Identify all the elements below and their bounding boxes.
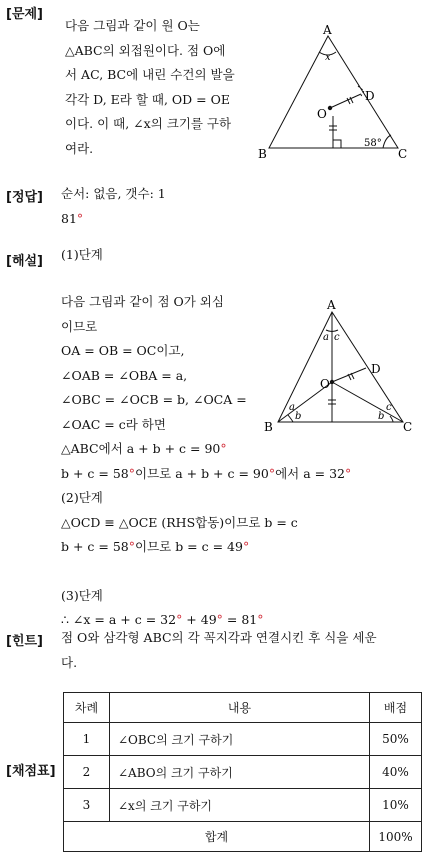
row-score: 40% [370, 756, 422, 789]
solution-line: ∴ ∠x = a + c = 32° + 49° = 81° [61, 612, 264, 627]
degree-symbol: ° [176, 612, 183, 627]
vertex-a-label: A [323, 23, 332, 37]
angle-58-label: 58° [364, 138, 382, 149]
problem-line: 여라. [65, 140, 94, 156]
angle-b-label-b: b [295, 411, 302, 422]
solution-line: OA = OB = OC이고, [61, 343, 185, 358]
total-label: 합계 [64, 822, 370, 852]
total-score: 100% [370, 822, 422, 852]
solution-line: 이므로 [61, 318, 98, 334]
row-content: ∠x의 크기 구하기 [110, 789, 370, 822]
vertex-a-label-2: A [327, 298, 336, 312]
row-number: 2 [64, 756, 110, 789]
total-row [64, 822, 422, 852]
table-row [64, 756, 422, 789]
point-d-label-2: D [371, 362, 381, 376]
row-score: 10% [370, 789, 422, 822]
column-header: 차례 [64, 693, 110, 723]
solution-line: (3)단계 [61, 587, 103, 603]
degree-symbol: ° [242, 539, 250, 554]
hint-header: [힌트] [6, 634, 43, 649]
hint-line-1: 점 O와 삼각형 ABC의 각 꼭지각과 연결시킨 후 식을 세운 [61, 630, 377, 645]
degree-symbol: ° [128, 539, 135, 554]
answer-text [61, 182, 166, 231]
solution-line: b + c = 58°이므로 b = c = 49° [61, 539, 250, 554]
solution-line: △ABC에서 a + b + c = 90° [61, 441, 227, 456]
angle-b-label-c: b [378, 411, 385, 422]
solution-line: (2)단계 [61, 490, 103, 505]
triangle-figure-1 [255, 22, 415, 162]
row-number: 3 [64, 789, 110, 822]
vertex-c-label: C [398, 147, 408, 161]
solution-line: ∠OBC = ∠OCB = b, ∠OCA = [61, 392, 247, 407]
table-row [64, 723, 422, 756]
degree-symbol: ° [216, 612, 223, 627]
point-d-label: D [365, 89, 375, 103]
angle-c-label: c [334, 332, 340, 343]
table-row [64, 789, 422, 822]
degree-symbol: ° [220, 441, 227, 456]
vertex-b-label: B [258, 147, 267, 161]
problem-header: [문제] [6, 7, 43, 22]
angle-x-label: x [325, 52, 331, 63]
triangle-figure-2 [262, 296, 422, 436]
rubric-header: [채점표] [6, 764, 56, 779]
degree-symbol: ° [344, 465, 352, 481]
problem-text [65, 14, 235, 161]
answer-line-1: 순서: 없음, 갯수: 1 [61, 186, 166, 201]
center-o-label-2: O [320, 377, 330, 391]
solution-line: 다음 그림과 같이 점 O가 외심 [61, 294, 224, 309]
hint-text [61, 626, 377, 675]
solution-step1: (1)단계 [61, 247, 103, 262]
rubric-table [63, 692, 422, 852]
degree-symbol: ° [268, 465, 276, 481]
answer-line-2: 81° [61, 210, 84, 226]
rubric-header-row [64, 693, 422, 723]
problem-line: 서 AC, BC에 내린 수건의 발을 [65, 67, 235, 82]
problem-line: △ABC의 외접원이다. 점 O에 [65, 42, 226, 58]
solution-line: △OCD ≡ △OCE (RHS합동)이므로 b = c [61, 514, 298, 530]
vertex-b-label-2: B [264, 420, 273, 434]
hint-line-2: 다. [61, 654, 78, 670]
row-score: 50% [370, 723, 422, 756]
angle-a-label-b: a [289, 402, 295, 413]
degree-symbol: ° [257, 612, 264, 627]
solution-line: ∠OAC = c라 하면 [61, 416, 166, 432]
column-header: 배점 [370, 693, 422, 723]
solution-header: [해설] [6, 254, 43, 269]
problem-line: 다음 그림과 같이 원 O는 [65, 18, 200, 33]
row-content: ∠OBC의 크기 구하기 [110, 723, 370, 756]
center-o-label: O [317, 107, 327, 121]
column-header: 내용 [110, 693, 370, 723]
answer-header: [정답] [6, 190, 43, 205]
row-number: 1 [64, 723, 110, 756]
solution-line: ∠OAB = ∠OBA = a, [61, 367, 188, 383]
degree-symbol: ° [76, 210, 84, 226]
angle-c-label-c: c [386, 402, 392, 413]
angle-a-label: a [323, 332, 329, 343]
solution-line: b + c = 58°이므로 a + b + c = 90°에서 a = 32° [61, 465, 352, 481]
problem-line: 이다. 이 때, ∠x의 크기를 구하 [65, 116, 232, 131]
vertex-c-label-2: C [403, 420, 413, 434]
problem-line: 각각 D, E라 할 때, OD = OE [65, 91, 230, 107]
row-content: ∠ABO의 크기 구하기 [110, 756, 370, 789]
degree-symbol: ° [128, 465, 135, 481]
